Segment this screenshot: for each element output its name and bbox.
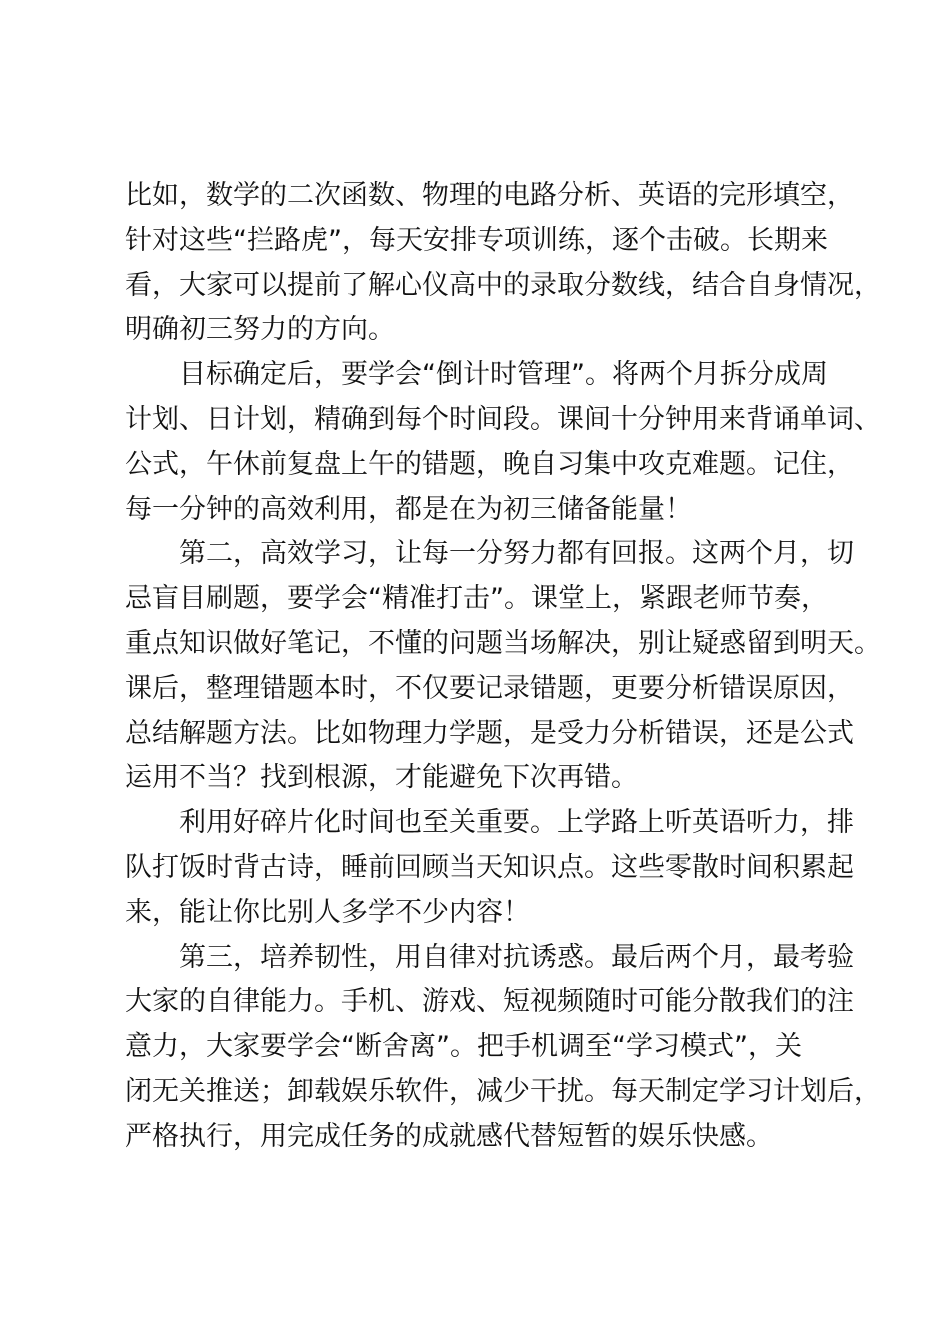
document-body <box>125 174 881 1160</box>
text-line: 闭无关推送；卸载娱乐软件，减少干扰。每天制定学习计划后， <box>125 1075 881 1107</box>
text-line: 计划、日计划，精确到每个时间段。课间十分钟用来背诵单词、 <box>125 403 881 435</box>
text-line: 比如，数学的二次函数、物理的电路分析、英语的完形填空， <box>125 180 854 211</box>
text-line: 第二，高效学习，让每一分努力都有回报。这两个月，切 <box>125 538 854 570</box>
text-line: 运用不当？找到根源，才能避免下次再错。 <box>125 762 638 794</box>
text-line: 队打饭时背古诗，睡前回顾当天知识点。这些零散时间积累起 <box>125 851 854 883</box>
text-line: 来，能让你比别人多学不少内容！ <box>125 896 530 928</box>
paragraph <box>125 801 860 935</box>
paragraph <box>125 532 881 801</box>
text-line: 严格执行，用完成任务的成就感代替短暂的娱乐快感。 <box>125 1120 773 1152</box>
paragraph <box>125 174 881 353</box>
paragraph <box>125 936 881 1160</box>
text-line: 公式，午休前复盘上午的错题，晚自习集中攻克难题。记住， <box>125 448 854 480</box>
text-line: 针对这些“拦路虎”，每天安排专项训练，逐个击破。长期来 <box>125 224 828 256</box>
text-line: 利用好碎片化时间也至关重要。上学路上听英语听力，排 <box>125 807 854 839</box>
text-line: 总结解题方法。比如物理力学题，是受力分析错误，还是公式 <box>125 717 854 749</box>
paragraph <box>125 353 881 532</box>
text-line: 忌盲目刷题，要学会“精准打击”。课堂上，紧跟老师节奏， <box>125 583 828 615</box>
text-line: 意力，大家要学会“断舍离”。把手机调至“学习模式”，关 <box>125 1031 802 1063</box>
text-line: 看，大家可以提前了解心仪高中的录取分数线，结合自身情况， <box>125 269 881 301</box>
text-line: 大家的自律能力。手机、游戏、短视频随时可能分散我们的注 <box>125 986 854 1018</box>
text-line: 第三，培养韧性，用自律对抗诱惑。最后两个月，最考验 <box>125 941 854 973</box>
text-line: 明确初三努力的方向。 <box>125 314 395 346</box>
text-line: 目标确定后，要学会“倒计时管理”。将两个月拆分成周 <box>125 359 828 391</box>
text-line: 课后，整理错题本时，不仅要记录错题，更要分析错误原因， <box>125 672 854 704</box>
text-line: 重点知识做好笔记，不懂的问题当场解决，别让疑惑留到明天。 <box>125 627 881 659</box>
text-line: 每一分钟的高效利用，都是在为初三储备能量！ <box>125 493 692 525</box>
